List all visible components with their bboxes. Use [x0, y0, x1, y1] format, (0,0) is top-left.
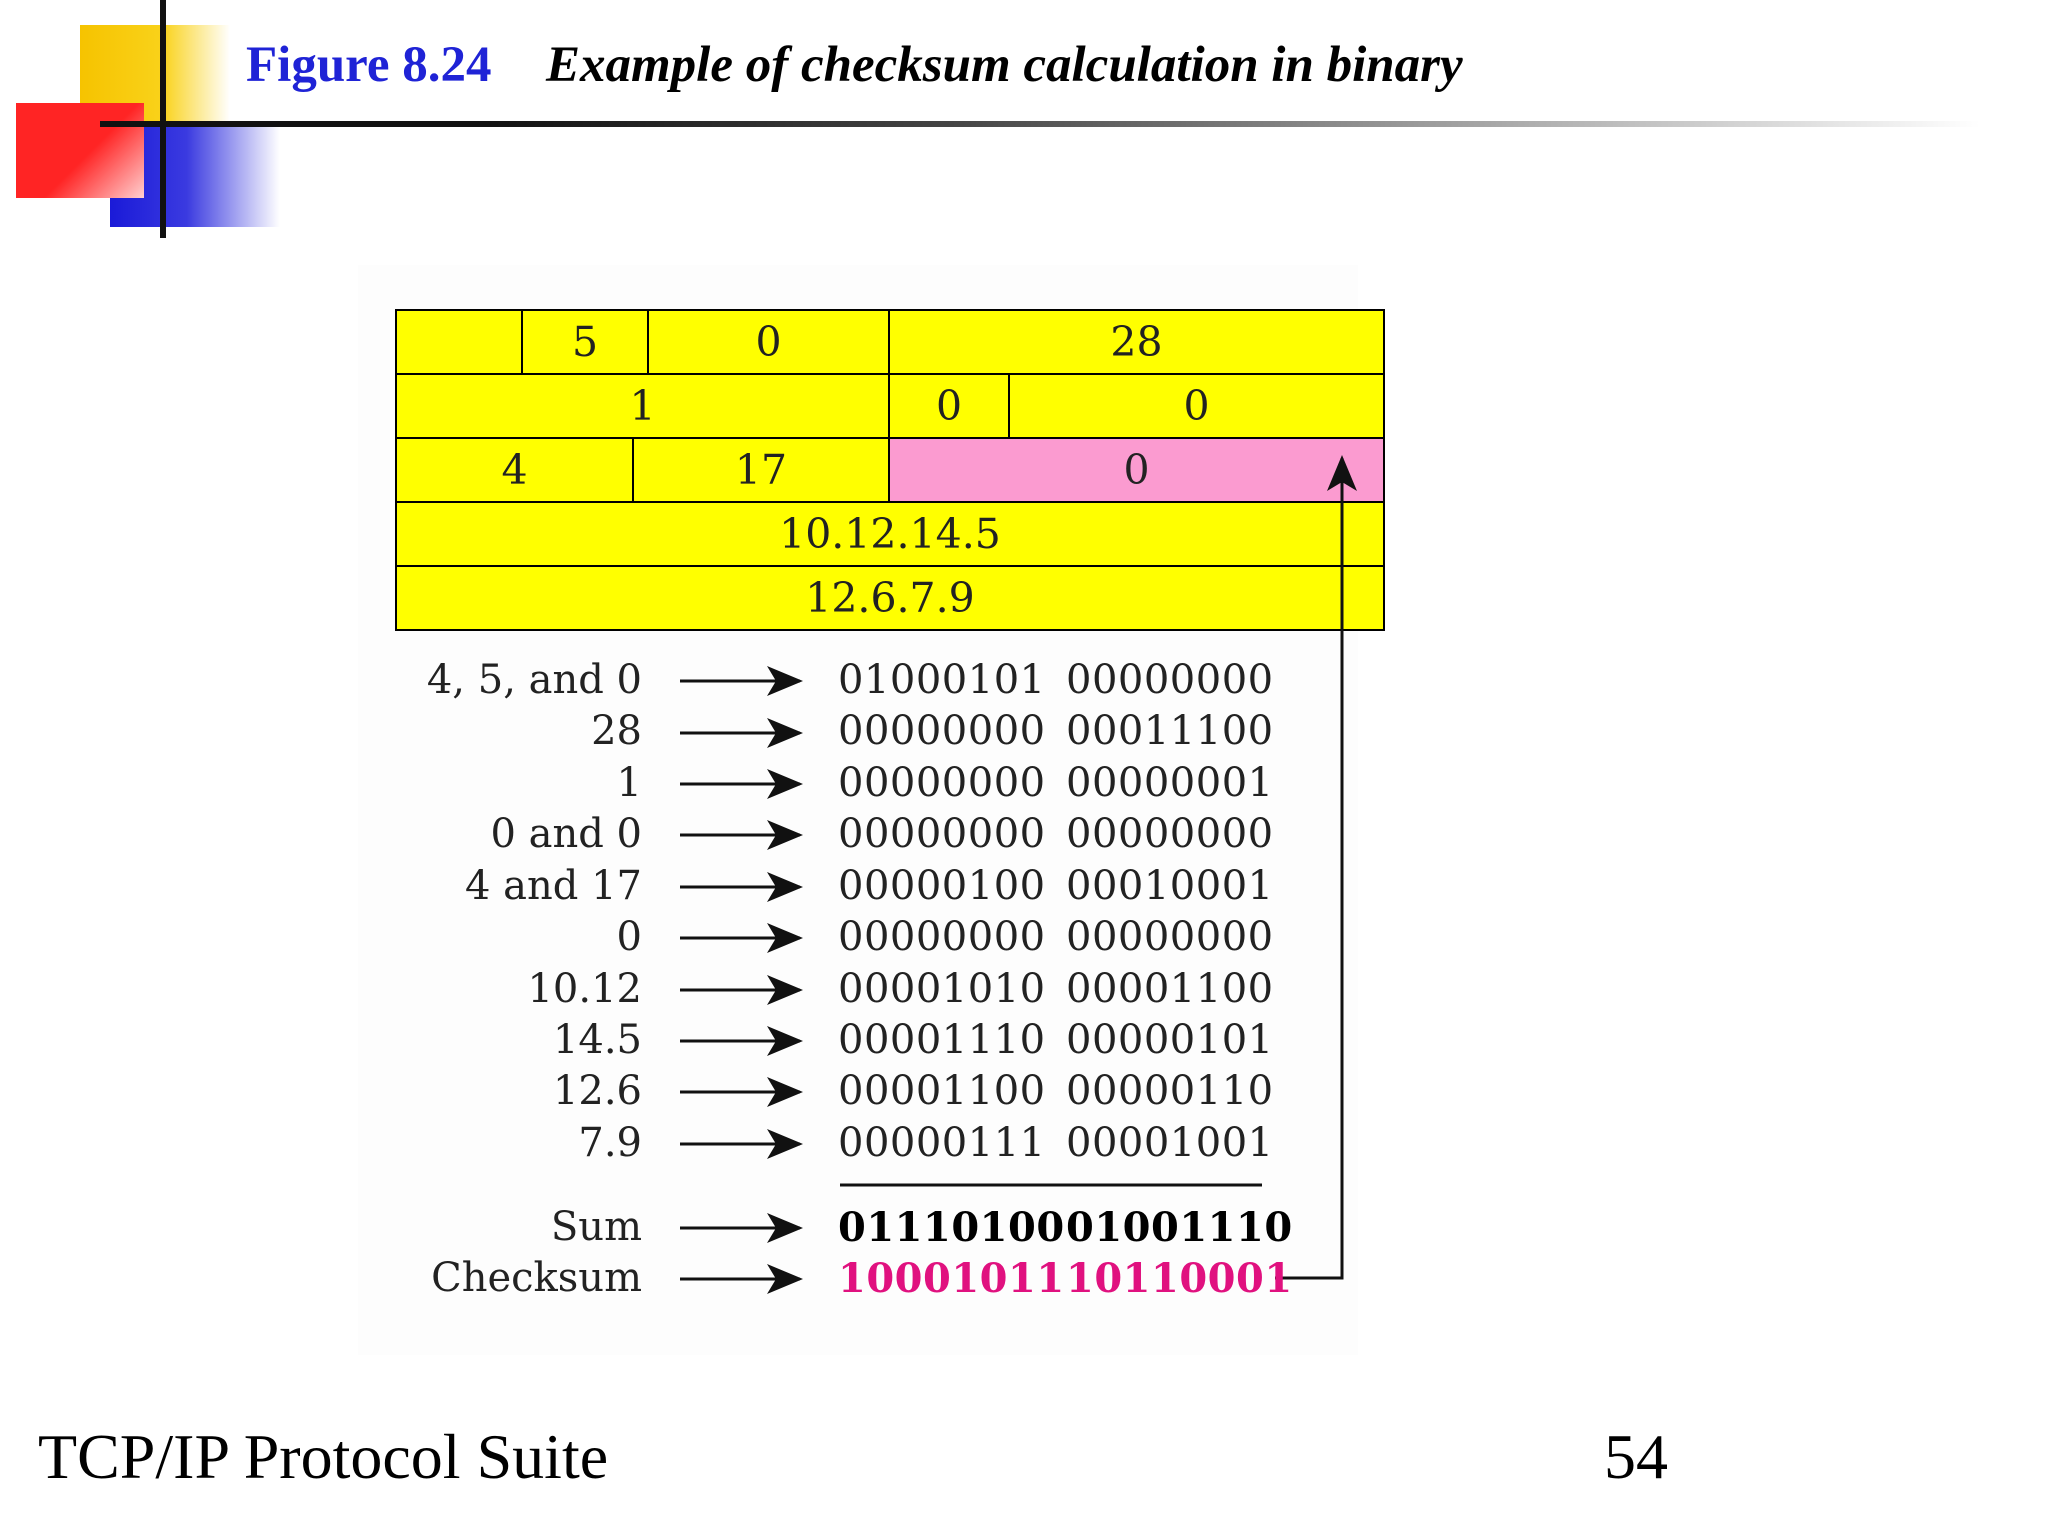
calc-row-6-byte-low: 00000000 [1066, 914, 1274, 960]
calc-row-9-byte-low: 00000110 [1066, 1068, 1274, 1114]
header-cell-ttl: 4 [395, 437, 634, 503]
header-cell-protocol: 17 [632, 437, 890, 503]
figure-number: Figure 8.24 [246, 37, 492, 93]
calc-row-2-label: 28 [591, 708, 642, 754]
header-cell-fragment-offset: 0 [1008, 373, 1385, 439]
calc-row-8-label: 14.5 [552, 1017, 642, 1063]
calc-row-7-byte-high: 00001010 [838, 966, 1046, 1012]
calc-row-8-byte-high: 00001110 [838, 1017, 1046, 1063]
calc-row-2-byte-low: 00011100 [1066, 708, 1274, 754]
sum-row-byte-low: 01001110 [1066, 1204, 1293, 1251]
header-cell-identification: 1 [395, 373, 890, 439]
calc-row-8-byte-low: 00000101 [1066, 1017, 1274, 1063]
calc-row-6-byte-high: 00000000 [838, 914, 1046, 960]
calc-row-5-label: 4 and 17 [465, 863, 642, 909]
calc-row-4-byte-high: 00000000 [838, 811, 1046, 857]
sum-row-byte-high: 01110100 [838, 1204, 1065, 1251]
header-cell-destination-address: 12.6.7.9 [395, 565, 1385, 631]
calc-row-10-byte-high: 00000111 [838, 1120, 1046, 1166]
checksum-row-byte-high: 10001011 [838, 1255, 1065, 1302]
calc-row-1-byte-low: 00000000 [1066, 657, 1274, 703]
figure-caption: Example of checksum calculation in binary [546, 37, 1463, 93]
header-cell-flags: 0 [888, 373, 1010, 439]
header-cell-hlen: 5 [521, 309, 649, 375]
calc-row-6-label: 0 [616, 914, 642, 960]
checksum-row-label: Checksum [431, 1255, 642, 1301]
calc-row-4-byte-low: 00000000 [1066, 811, 1274, 857]
calc-row-10-label: 7.9 [578, 1120, 642, 1166]
calc-row-9-byte-high: 00001100 [838, 1068, 1046, 1114]
calc-row-3-label: 1 [616, 760, 642, 806]
page-number: 54 [1604, 1421, 1668, 1492]
header-cell-service: 0 [647, 309, 890, 375]
header-cell-checksum: 0 [888, 437, 1385, 503]
calc-row-5-byte-low: 00010001 [1066, 863, 1274, 909]
calc-row-3-byte-high: 00000000 [838, 760, 1046, 806]
checksum-feedback-arrow [1275, 458, 1342, 1278]
calc-row-2-byte-high: 00000000 [838, 708, 1046, 754]
calc-row-5-byte-high: 00000100 [838, 863, 1046, 909]
calc-row-7-label: 10.12 [527, 966, 642, 1012]
header-cell-source-address: 10.12.14.5 [395, 501, 1385, 567]
calc-row-7-byte-low: 00001100 [1066, 966, 1274, 1012]
calc-row-10-byte-low: 00001001 [1066, 1120, 1274, 1166]
sum-row-label: Sum [550, 1204, 642, 1250]
calc-row-4-label: 0 and 0 [490, 811, 642, 857]
calc-row-1-label: 4, 5, and 0 [426, 657, 642, 703]
footer-title: TCP/IP Protocol Suite [38, 1421, 609, 1492]
checksum-row-byte-low: 10110001 [1066, 1255, 1293, 1302]
calc-row-1-byte-high: 01000101 [838, 657, 1046, 703]
calc-row-9-label: 12.6 [552, 1068, 642, 1114]
header-cell-total-length: 28 [888, 309, 1385, 375]
calc-row-3-byte-low: 00000001 [1066, 760, 1274, 806]
